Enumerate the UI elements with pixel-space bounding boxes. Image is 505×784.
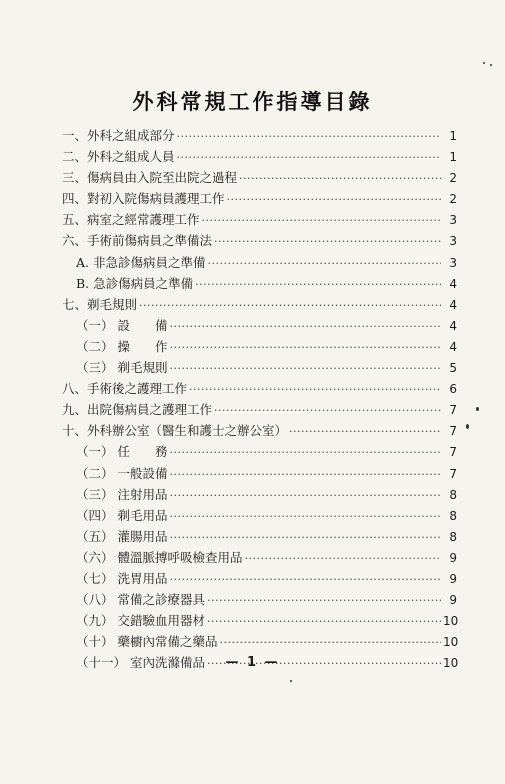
- toc-entry-page: 8: [449, 508, 457, 523]
- toc-entry: [62, 126, 457, 147]
- toc-entry-page: 7: [449, 403, 457, 418]
- toc-entry-label: （一） 設 備: [76, 317, 168, 333]
- dot-leader: [177, 151, 441, 164]
- dot-leader: [214, 235, 441, 248]
- toc-entry-page: 2: [449, 192, 457, 207]
- toc-entry-page: 3: [449, 234, 457, 249]
- toc-entry-label: B. 急診傷病員之準備: [76, 275, 194, 291]
- toc-entry-label: （三） 剃毛規則: [76, 360, 168, 376]
- dot-leader: [207, 594, 441, 607]
- toc-entry-page: 7: [449, 424, 457, 439]
- toc-entry: [62, 253, 457, 274]
- toc-entry-label: （二） 一般設備: [76, 465, 168, 481]
- toc-entry-label: 九、出院傷病員之護理工作: [62, 402, 213, 418]
- dot-leader: [195, 278, 441, 291]
- toc-entry-page: 1: [449, 150, 457, 165]
- toc-entry: [62, 632, 457, 653]
- toc-entry-label: （七） 洗胃用品: [76, 570, 168, 586]
- toc-entry: [62, 400, 457, 421]
- toc-entry-page: 4: [449, 339, 457, 354]
- toc-entry-page: 6: [449, 382, 457, 397]
- toc-entry-label: 一、外科之組成部分: [62, 128, 175, 143]
- dot-leader: [139, 299, 441, 312]
- toc-entry-page: 7: [449, 445, 457, 460]
- scan-speck: [466, 424, 469, 429]
- dot-leader: [239, 172, 441, 185]
- toc-entry: [62, 337, 457, 358]
- toc-entry: [62, 168, 457, 189]
- toc-entry-page: 5: [449, 361, 457, 376]
- scan-speck: [490, 64, 492, 66]
- toc-entry-page: 7: [449, 466, 457, 481]
- toc-entry: [62, 316, 457, 337]
- toc-entry-label: （五） 灌腸用品: [76, 528, 168, 544]
- toc-entry: [62, 189, 457, 210]
- toc-entry: [62, 442, 457, 463]
- toc-entry-page: 8: [449, 487, 457, 502]
- toc-entry-page: 10: [443, 635, 459, 650]
- toc-entry: [62, 379, 457, 400]
- toc-entry: [62, 548, 457, 569]
- dot-leader: [169, 341, 441, 354]
- toc-entry-page: 2: [449, 171, 457, 186]
- dot-leader: [189, 383, 441, 396]
- scan-speck: [290, 680, 292, 682]
- toc-entry: [62, 506, 457, 527]
- dot-leader: [227, 193, 441, 206]
- toc-entry-label: 八、手術後之護理工作: [62, 381, 188, 397]
- toc-entry-label: （六） 體溫脈搏呼吸檢查用品: [76, 549, 243, 565]
- toc-entry-label: （十） 藥櫥內常備之藥品: [76, 634, 218, 650]
- toc-entry-label: 四、對初入院傷病員護理工作: [62, 191, 225, 207]
- toc-entry-label: A. 非急診傷病員之準備: [76, 254, 206, 270]
- toc-entry-page: 9: [449, 550, 457, 565]
- toc-entry: [62, 210, 457, 231]
- toc-entry-page: 10: [443, 614, 459, 629]
- dot-leader: [207, 257, 441, 270]
- toc-entry-label: （十一） 室內洗滌備品: [76, 655, 205, 671]
- toc-entry: [62, 611, 457, 632]
- toc-entry: [62, 569, 457, 590]
- dot-leader: [177, 130, 441, 143]
- toc-entry: [62, 295, 457, 316]
- dot-leader: [244, 552, 441, 565]
- toc-entry-page: 4: [449, 276, 457, 291]
- toc-entry-label: 五、病室之經常護理工作: [62, 212, 200, 228]
- dot-leader: [169, 573, 441, 586]
- toc-entry-page: 9: [449, 571, 457, 586]
- toc-entry-label: 二、外科之組成人員: [62, 149, 175, 165]
- toc-entry-page: 10: [443, 656, 459, 671]
- dot-leader: [214, 404, 441, 417]
- page-title: 外科常規工作指導目錄: [132, 90, 373, 114]
- toc-entry: [62, 358, 457, 379]
- toc-entry: [62, 527, 457, 548]
- page-number: — 1 —: [225, 655, 280, 670]
- dot-leader: [219, 636, 441, 649]
- toc-entry-label: （九） 交錯驗血用器材: [76, 613, 205, 629]
- toc-entry-label: （三） 注射用品: [76, 486, 168, 502]
- dot-leader: [169, 531, 441, 544]
- toc-entry-label: 七、剃毛規則: [62, 296, 138, 312]
- toc-entry-label: 十、外科辦公室（醫生和護士之辦公室）: [62, 423, 288, 439]
- toc-entry: [62, 421, 457, 442]
- toc-entry-page: 4: [449, 297, 457, 312]
- toc-entry: [62, 231, 457, 252]
- toc-entry-page: 9: [449, 593, 457, 608]
- toc-entry: [62, 590, 457, 611]
- toc-entry-page: 3: [449, 255, 457, 270]
- dot-leader: [169, 362, 441, 375]
- dot-leader: [169, 446, 441, 459]
- toc-entry: [62, 274, 457, 295]
- toc-entry: [62, 485, 457, 506]
- dot-leader: [169, 320, 441, 333]
- toc-entry-label: （二） 操 作: [76, 338, 168, 354]
- table-of-contents: [62, 126, 457, 674]
- toc-entry-label: （一） 任 務: [76, 444, 168, 460]
- dot-leader: [207, 615, 441, 628]
- scan-speck: [476, 407, 479, 411]
- dot-leader: [202, 214, 441, 227]
- toc-entry-label: 六、手術前傷病員之準備法: [62, 233, 213, 249]
- toc-entry-page: 4: [449, 318, 457, 333]
- toc-entry-page: 8: [449, 529, 457, 544]
- toc-entry-page: 3: [449, 213, 457, 228]
- toc-entry-page: 1: [449, 129, 457, 143]
- dot-leader: [169, 510, 441, 523]
- toc-entry: [62, 464, 457, 485]
- scan-speck: [483, 62, 485, 64]
- dot-leader: [169, 468, 441, 481]
- dot-leader: [169, 489, 441, 502]
- toc-entry-label: 三、傷病員由入院至出院之過程: [62, 170, 238, 186]
- toc-entry-label: （四） 剃毛用品: [76, 507, 168, 523]
- toc-entry: [62, 147, 457, 168]
- dot-leader: [289, 425, 441, 438]
- toc-entry-label: （八） 常備之診療器具: [76, 592, 205, 608]
